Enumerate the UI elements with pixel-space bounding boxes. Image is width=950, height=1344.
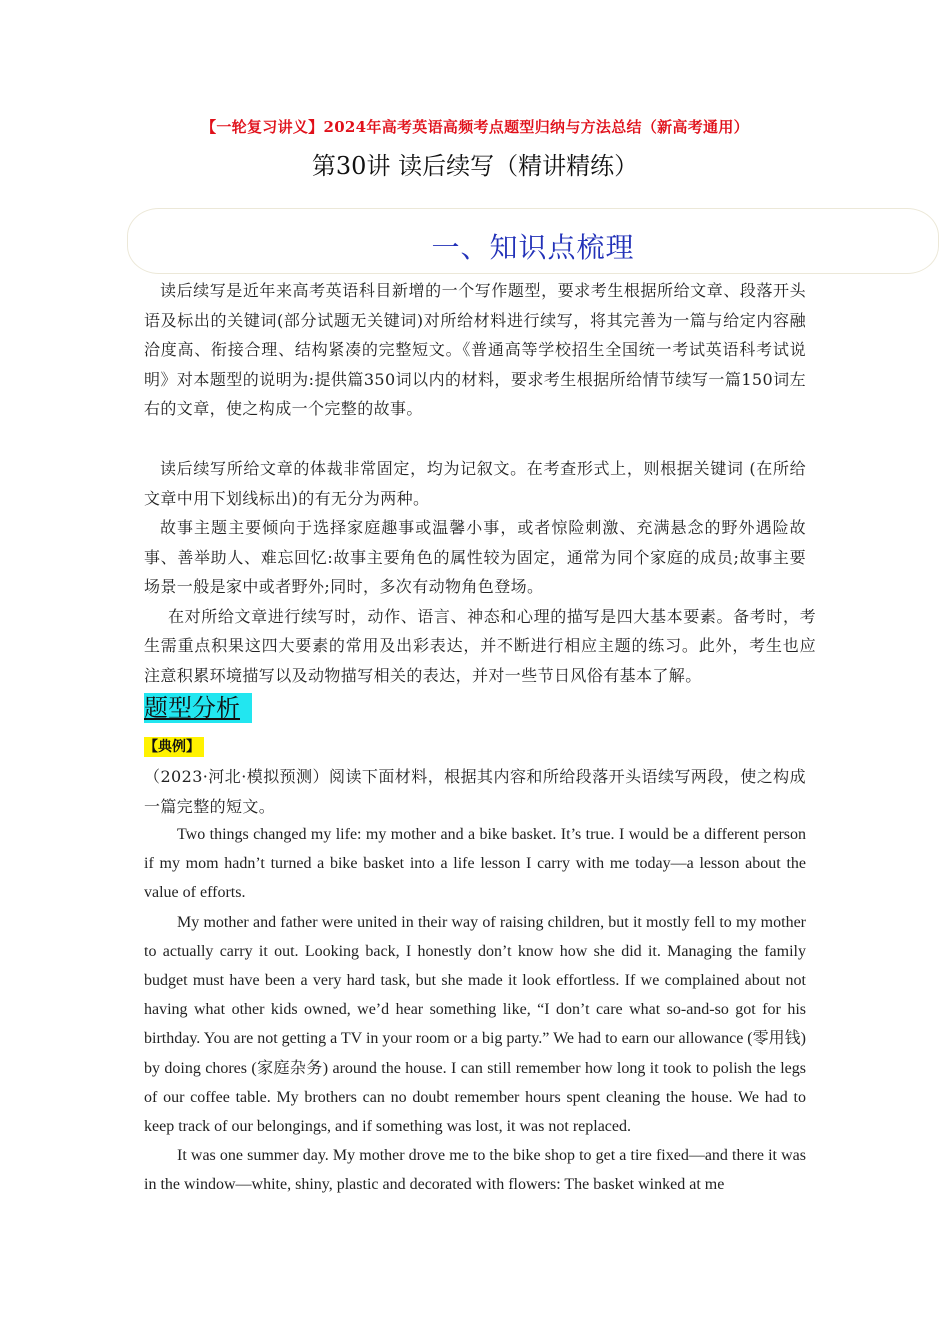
intro-paragraph-2: 读后续写所给文章的体裁非常固定，均为记叙文。在考查形式上，则根据关键词 (在所给文章中用下划线标出)的有无分为两种。 bbox=[144, 459, 806, 508]
passage-paragraph-3: It was one summer day. My mother drove me to the bike shop to get a tire fixed—and there it was in the window—white, shiny, plastic and decorated with flowers: The basket winked at me bbox=[144, 1147, 806, 1194]
analysis-heading: 题型分析 bbox=[144, 693, 252, 723]
instruction-block bbox=[144, 762, 806, 821]
passage-block bbox=[144, 820, 806, 1200]
intro-paragraph-1: 读后续写是近年来高考英语科目新增的一个写作题型，要求考生根据所给文章、段落开头语及标出的关键词(部分试题无关键词)对所给材料进行续写，将其完善为一篇与给定内容融洽度高、衔接合理、结构紧凑的完整短文。《普通高等学校招生全国统一考试英语科考试说明》对本题型的说明为:提供篇350词以内的材料，要求考生根据所给情节续写一篇150词左右的文章，使之构成一个完整的故事。 bbox=[144, 281, 806, 418]
lecture-title: 第30讲 读后续写（精讲精练） bbox=[311, 152, 639, 180]
intro-block bbox=[144, 276, 806, 424]
intro-paragraph-3: 故事主题主要倾向于选择家庭趣事或温馨小事，或者惊险刺激、充满悬念的野外遇险故事、善举助人、难忘回忆:故事主要角色的属性较为固定，通常为同个家庭的成员;故事主要场景一般是家中或者野外;同时，多次有动物角色登场。 bbox=[144, 518, 806, 596]
series-banner: 【一轮复习讲义】2024年高考英语高频考点题型归纳与方法总结（新高考通用） bbox=[201, 118, 749, 136]
example-instruction: （2023·河北·模拟预测）阅读下面材料，根据其内容和所给段落开头语续写两段，使之构成一篇完整的短文。 bbox=[144, 767, 806, 816]
passage-paragraph-1: Two things changed my life: my mother and a bike basket. It’s true. I would be a different person if my mom hadn’t turned a bike basket into a life lesson I carry with me today—a lesson about the value of efforts. bbox=[144, 826, 806, 902]
passage-paragraph-2: My mother and father were united in their way of raising children, but it mostly fell to my mother to actually carry it out. Looking back, I honestly don’t know how she did it. Managing the family budget must have been a very hard task, but she made it look effortless. If we complained about not having what other kids owned, we’d hear something like, “I don’t care what so-and-so got for his birthday. You are not getting a TV in your room or a big party.” We had to earn our allowance (零用钱) by doing chores (家庭杂务) around the house. I can still remember how long it took to polish the legs of our coffee table. My brothers can no doubt remember hours spent cleaning the house. We had to keep track of our belongings, and if something was lost, it was not replaced. bbox=[144, 913, 806, 1136]
example-tag: 【典例】 bbox=[144, 737, 204, 757]
intro-paragraph-4: 在对所给文章进行续写时，动作、语言、神态和心理的描写是四大基本要素。备考时，考生需重点积果这四大要素的常用及出彩表达，并不断进行相应主题的练习。此外，考生也应注意积累环境描写以及动物描写相关的表达，并对一些节日风俗有基本了解。 bbox=[144, 606, 816, 685]
section-heading: 一、知识点梳理 bbox=[431, 231, 635, 264]
intro-block-2 bbox=[144, 454, 816, 690]
